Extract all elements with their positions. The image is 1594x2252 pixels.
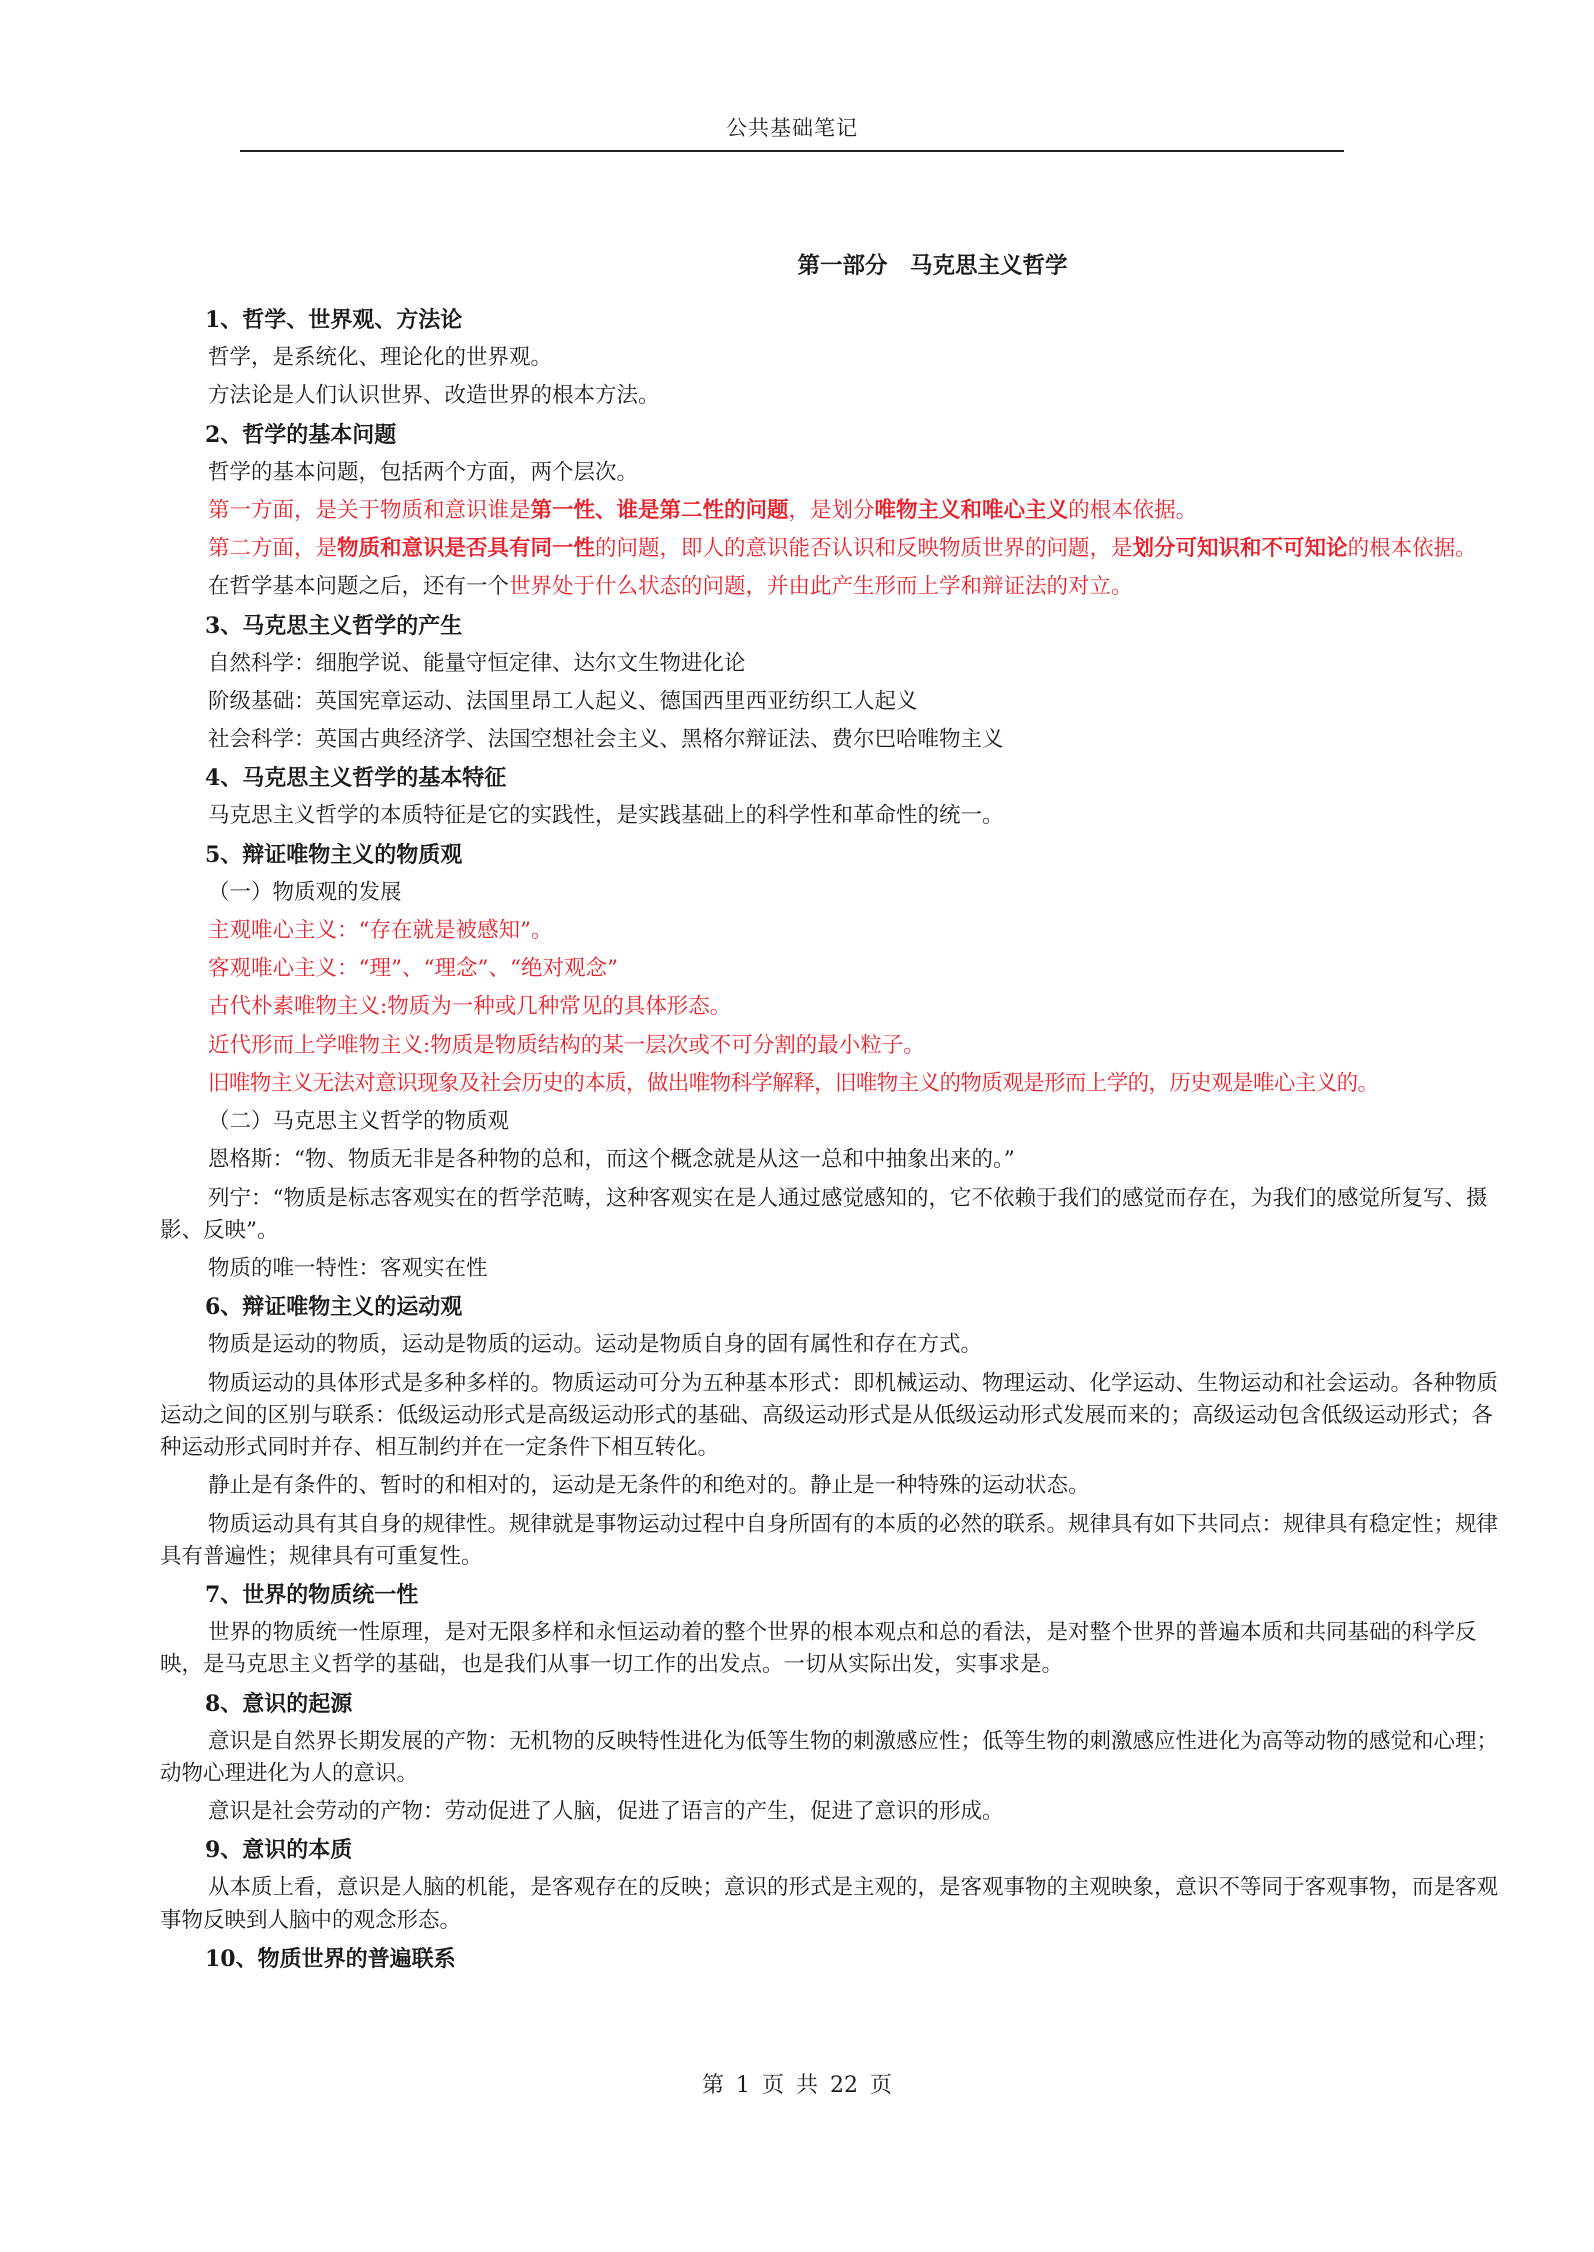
paragraph: 从本质上看，意识是人脑的机能，是客观存在的反映；意识的形式是主观的，是客观事物的主观映象，意识不等同于客观事物，而是客观事物反映到人脑中的观念形态。 — [160, 1875, 1499, 1933]
paragraph: 方法论是人们认识世界、改造世界的根本方法。 — [208, 383, 660, 409]
paragraph: 意识是社会劳动的产物：劳动促进了人脑，促进了语言的产生，促进了意识的形成。 — [208, 1799, 1004, 1824]
section-heading-1: 1、哲学、世界观、方法论 — [205, 307, 463, 333]
section-heading-3: 3、马克思主义哲学的产生 — [205, 612, 463, 639]
section-heading-8: 8、意识的起源 — [205, 1690, 353, 1717]
paragraph: 自然科学：细胞学说、能量守恒定律、达尔文生物进化论 — [208, 650, 746, 676]
paragraph: 物质是运动的物质，运动是物质的运动。运动是物质自身的固有属性和存在方式。 — [208, 1332, 983, 1358]
part-title: 第一部分 马克思主义哲学 — [797, 253, 1068, 279]
highlight-paragraph: 旧唯物主义无法对意识现象及社会历史的本质，做出唯物科学解释，旧唯物主义的物质观是形而上学的，历史观是唯心主义的。 — [208, 1070, 1379, 1096]
text-run: 第一方面，是关于物质和意识谁是 — [208, 497, 531, 523]
footer-word: 共 — [796, 2073, 819, 2098]
text-run: 的根本依据。 — [1347, 536, 1477, 561]
paragraph — [160, 571, 1505, 603]
header-rule — [240, 150, 1344, 152]
page-header-title: 公共基础笔记 — [726, 116, 858, 140]
section-heading-6: 6、辩证唯物主义的运动观 — [205, 1294, 463, 1321]
text-run: 的问题，即人的意识能否认识和反映物质世界的问题，是 — [595, 536, 1133, 561]
highlight-paragraph: 主观唯心主义：“存在就是被感知”。 — [208, 917, 553, 943]
paragraph: 意识是自然界长期发展的产物：无机物的反映特性进化为低等生物的刺激感应性；低等生物的刺激感应性进化为高等动物的感觉和心理；动物心理进化为人的意识。 — [160, 1728, 1499, 1786]
footer-word: 第 — [701, 2073, 724, 2098]
subheading: （二）马克思主义哲学的物质观 — [208, 1109, 510, 1134]
total-pages: 22 — [830, 2073, 859, 2098]
paragraph: 哲学，是系统化、理论化的世界观。 — [208, 345, 553, 370]
subheading: （一）物质观的发展 — [208, 879, 402, 905]
page-footer — [0, 2068, 1594, 2099]
paragraph: 物质的唯一特性：客观实在性 — [208, 1256, 488, 1281]
paragraph: 物质运动的具体形式是多种多样的。物质运动可分为五种基本形式：即机械运动、物理运动、化学运动、生物运动和社会运动。各种物质运动之间的区别与联系：低级运动形式是高级运动形式的基础、高级运动形式是从低级运动形式发展而来的；高级运动包含低级运动形式；各种运动形式同时并存、相互制约并在一定条件下相互转化。 — [160, 1370, 1499, 1460]
page-number: 1 — [735, 2073, 750, 2098]
text-run: 在哲学基本问题之后，还有一个 — [208, 574, 510, 600]
paragraph: 马克思主义哲学的本质特征是它的实践性，是实践基础上的科学性和革命性的统一。 — [208, 803, 1004, 829]
bold-run: 唯物主义和唯心主义 — [874, 497, 1069, 523]
paragraph: 世界的物质统一性原理，是对无限多样和永恒运动着的整个世界的根本观点和总的看法，是对整个世界的普遍本质和共同基础的科学反映，是马克思主义哲学的基础，也是我们从事一切工作的出发点。一切从实际出发，实事求是。 — [160, 1620, 1477, 1678]
highlight-paragraph: 古代朴素唯物主义:物质为一种或几种常见的具体形态。 — [208, 994, 732, 1020]
paragraph: 列宁：“物质是标志客观实在的哲学范畴，这种客观实在是人通过感觉感知的，它不依赖于我们的感觉而存在，为我们的感觉所复写、摄影、反映”。 — [160, 1185, 1488, 1243]
paragraph: 静止是有条件的、暂时的和相对的，运动是无条件的和绝对的。静止是一种特殊的运动状态。 — [208, 1473, 1090, 1499]
section-heading-5: 5、辩证唯物主义的物质观 — [205, 841, 463, 868]
highlight-paragraph: 客观唯心主义：“理”、“理念”、“绝对观念” — [208, 956, 618, 981]
footer-word: 页 — [870, 2073, 893, 2098]
bold-run: 物质和意识是否具有同一性 — [337, 536, 596, 561]
text-run: 的根本依据。 — [1068, 497, 1198, 523]
bold-run: 划分可知识和不可知论 — [1132, 536, 1348, 561]
paragraph: 哲学的基本问题，包括两个方面，两个层次。 — [208, 459, 639, 485]
document-body — [160, 250, 1505, 1981]
red-run: 世界处于什么状态的问题，并由此产生形而上学和辩证法的对立。 — [509, 574, 1133, 600]
section-heading-7: 7、世界的物质统一性 — [205, 1582, 419, 1608]
section-heading-2: 2、哲学的基本问题 — [205, 421, 397, 448]
paragraph: 物质运动具有其自身的规律性。规律就是事物运动过程中自身所固有的本质的必然的联系。规律具有如下共同点：规律具有稳定性；规律具有普遍性；规律具有可重复性。 — [160, 1511, 1499, 1569]
highlight-paragraph — [160, 495, 1505, 527]
text-run: 第二方面，是 — [208, 536, 338, 561]
section-heading-10: 10、物质世界的普遍联系 — [205, 1945, 456, 1972]
paragraph: 社会科学：英国古典经济学、法国空想社会主义、黑格尔辩证法、费尔巴哈唯物主义 — [208, 727, 1004, 752]
highlight-paragraph: 近代形而上学唯物主义:物质是物质结构的某一层次或不可分割的最小粒子。 — [208, 1032, 925, 1058]
bold-run: 第一性、谁是第二性的问题 — [530, 497, 789, 523]
paragraph: 恩格斯：“物、物质无非是各种物的总和，而这个概念就是从这一总和中抽象出来的。” — [208, 1147, 1015, 1173]
paragraph: 阶级基础：英国宪章运动、法国里昂工人起义、德国西里西亚纺织工人起义 — [208, 688, 918, 714]
footer-word: 页 — [761, 2073, 784, 2098]
text-run: ，是划分 — [788, 497, 875, 523]
section-heading-4: 4、马克思主义哲学的基本特征 — [205, 765, 507, 792]
section-heading-9: 9、意识的本质 — [205, 1837, 353, 1864]
highlight-paragraph — [160, 533, 1505, 565]
